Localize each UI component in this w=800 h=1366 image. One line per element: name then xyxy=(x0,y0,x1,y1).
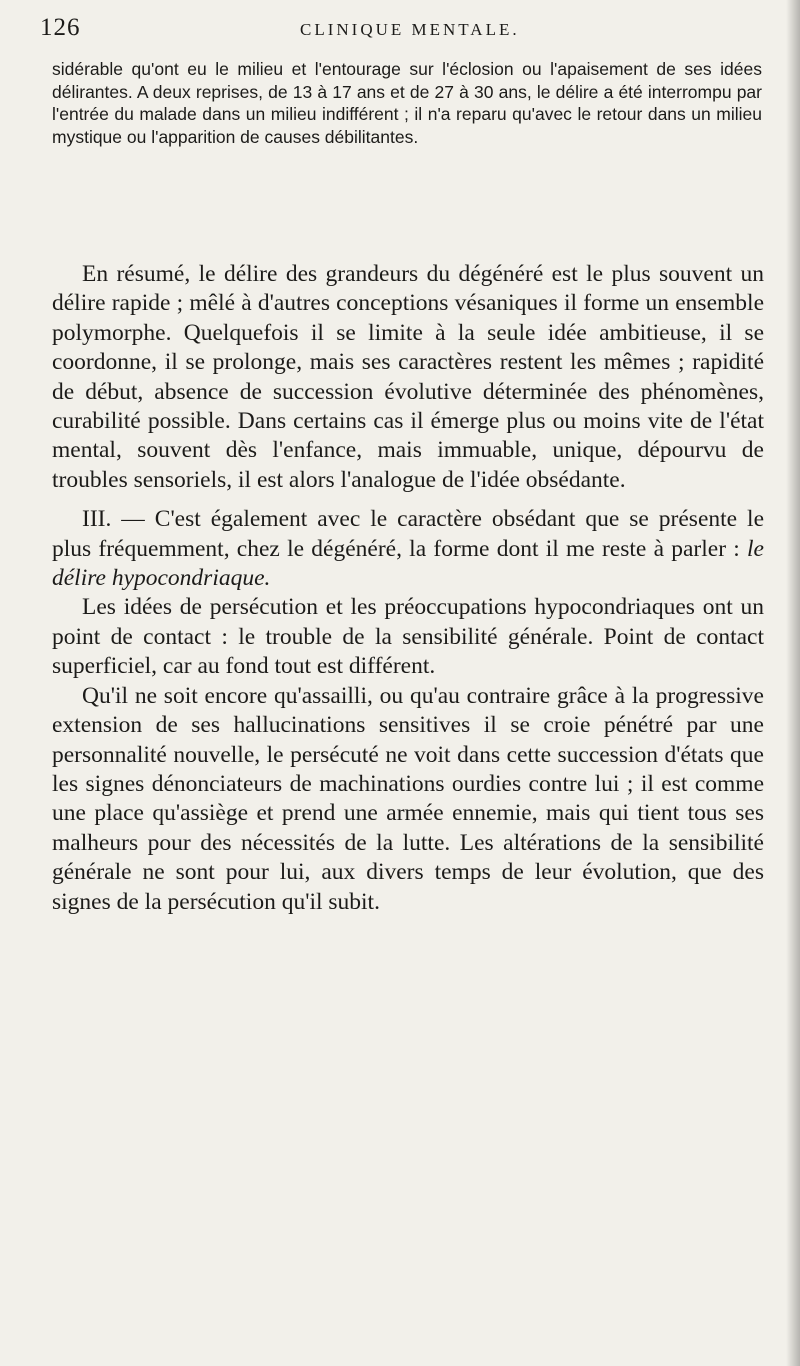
running-title: CLINIQUE MENTALE. xyxy=(300,20,520,39)
paragraph-persecute: Qu'il ne soit encore qu'assailli, ou qu'au contraire grâce à la progressive extension de ses hallucinations sensitives il se croie pénétré par une personnalité nouvelle, le persécuté ne voit dans cette succession d'états que les signes dénonciateurs de machinations ourdies contre lui ; il est comme une place qu'assiège et prend une armée ennemie, mais qui tient tous ses malheurs pour des nécessités de la lutte. Les altérations de la sensibilité générale ne sont pour lui, aux divers temps de leur évolution, que des signes de la persécution qu'il subit. xyxy=(52,682,764,915)
section-iii-title: le délire hypocondriaque. xyxy=(52,535,764,592)
page-edge-shadow xyxy=(786,0,800,1366)
page-header xyxy=(40,14,770,44)
small-print-paragraph: sidérable qu'ont eu le milieu et l'entourage sur l'éclosion ou l'apaisement de ses idées délirantes. A deux reprises, de 13 à 17 ans et de 27 à 30 ans, le délire a été interrompu par l'entrée du malade dans un milieu indifférent ; il n'a reparu qu'avec le retour dans un milieu mystique ou l'apparition de causes débilitantes. xyxy=(52,59,762,147)
paragraph-section-iii xyxy=(52,505,764,593)
main-text xyxy=(52,250,764,917)
paragraph-contact: Les idées de persécution et les préoccupations hypocondriaques ont un point de contact : le trouble de la sensibilité générale. Point de contact superficiel, car au fond tout est différent. xyxy=(52,594,764,680)
paragraph-summary: En résumé, le délire des grandeurs du dégénéré est le plus souvent un délire rapide ; mêlé à d'autres conceptions vésaniques il forme un ensemble polymorphe. Quelquefois il se limite à la seule idée ambitieuse, il se coordonne, il se prolonge, mais ses caractères restent les mêmes ; rapidité de début, absence de succession évolutive déterminée des phénomènes, curabilité possible. Dans certains cas il émerge plus ou moins vite de l'état mental, souvent dès l'enfance, mais immuable, unique, dépourvu de troubles sensoriels, il est alors l'analogue de l'idée obsédante. xyxy=(52,261,764,493)
section-iii-lead: III. — C'est également avec le caractère obsédant que se présente le plus fréquemment, chez le dégénéré, la forme dont il me reste à parler : xyxy=(52,506,764,562)
page-number: 126 xyxy=(40,14,81,41)
